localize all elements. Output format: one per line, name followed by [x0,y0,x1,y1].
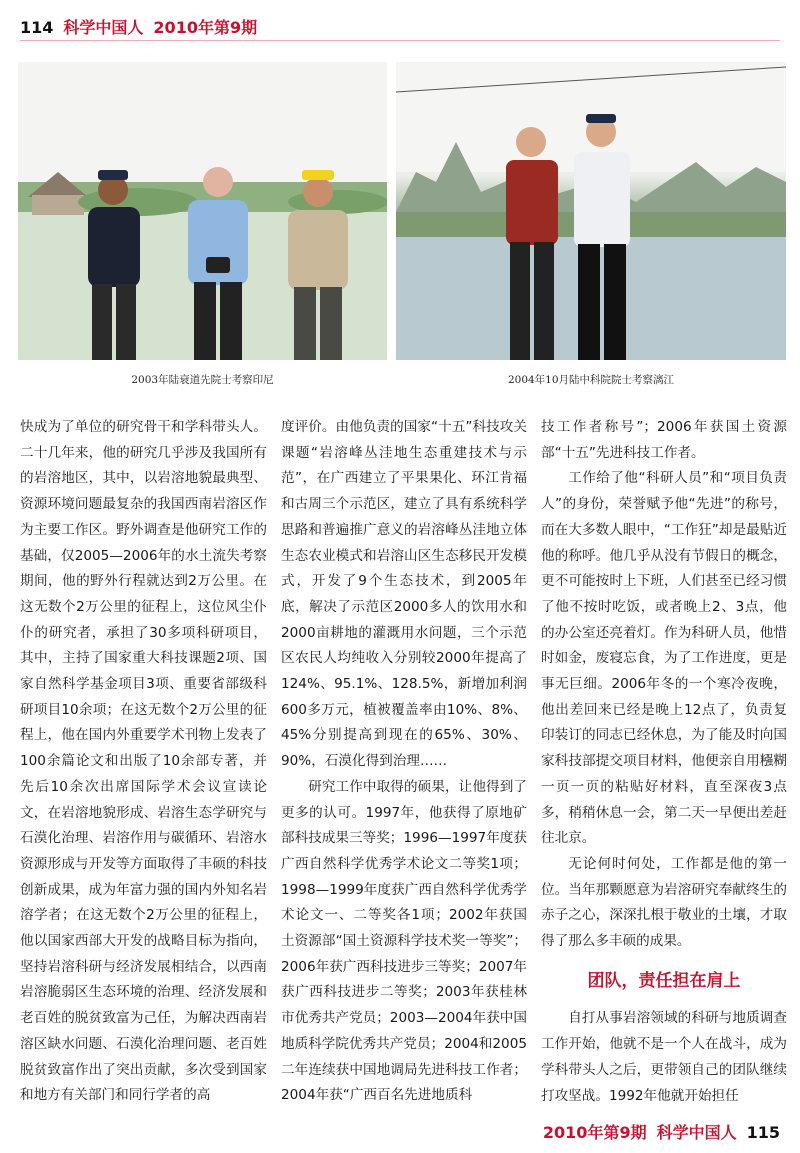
magazine-title: 科学中国人 [63,18,144,37]
photo-left-illustration [18,62,387,360]
photo-right-illustration [396,62,786,360]
text-column-3 [541,415,787,1109]
footer-page-number: 115 [746,1123,780,1142]
footer-magazine-title: 科学中国人 [656,1123,737,1142]
section-heading: 团队，责任担在肩上 [587,970,741,991]
page-number: 114 [20,18,54,37]
footer-issue-label: 2010年第9期 [542,1123,647,1142]
text-column-2 [281,415,527,1109]
paragraph: 研究工作中取得的硕果，让他得到了更多的认可。1997年，他获得了原地矿部科技成果三等奖；1996—1997年度获广西自然科学优秀学术论文二等奖1项；1998—1999年度获广西自然科学优秀学术论文一、二等奖各1项；2002年获国土资源部“国土资源科学技术奖一等奖”；2006年获广西科技进步三等奖；2007年获广西科技进步二等奖；2003年获桂林市优秀共产党员；2003—2004年获中国地质科学院优秀共产党员；2004和2005二年连续获中国地调局先进科技工作者；2004年获“广西百名先进地质科 [281,778,527,1104]
page-footer [543,1120,780,1143]
issue-label: 2010年第9期 [153,18,258,37]
paragraph: 自打从事岩溶领域的科研与地质调查工作开始，他就不是一个人在战斗，成为学科带头人之后，更带领自己的团队继续打攻坚战。1992年他就开始担任 [541,1010,787,1104]
photo-left-caption: 2003年陆衰道先院士考察印尼 [131,374,274,386]
header-rule [20,40,780,41]
paragraph: 工作给了他“科研人员”和“项目负责人”的身份，荣誉赋予他“先进”的称号，而在大多数人眼中，“工作狂”却是最贴近他的称呼。他几乎从没有节假日的概念，更不可能按时上下班，人们甚至已经习惯了他不按时吃饭，或者晚上2、3点，他的办公室还亮着灯。作为科研人员，他惜时如金，废寝忘食，为了工作进度，更是事无巨细。2006年冬的一个寒冷夜晚，他出差回来已经是晚上12点了，负责复印装订的同志已经休息，为了能及时向国家科技部提交项目材料，他便亲自用糨糊一页一页的粘贴好材料，直至深夜3点多，稍稍休息一会，第二天一早便出差赶往北京。 [541,470,787,847]
photo-right [396,62,786,360]
text-column-1 [20,415,267,1109]
paragraph: 度评价。由他负责的国家“十五”科技攻关课题“岩溶峰丛洼地生态重建技术与示范”，在广西建立了平果果化、环江肯福和古周三个示范区，建立了具有系统科学思路和普遍推广意义的岩溶峰丛洼地立体生态农业模式和岩溶山区生态移民开发模式，开发了9个生态技术，到2005年底，解决了示范区2000多人的饮用水和2000亩耕地的灌溉用水问题，三个示范区农民人均纯收入分别较2000年提高了124%、95.1%、128.5%，新增加利润600多万元，植被覆盖率由10%、8%、45%分别提高到现在的65%、30%、90%，石漠化得到治理…… [281,419,527,770]
paragraph: 无论何时何处，工作都是他的第一位。当年那颗愿意为岩溶研究奉献终生的赤子之心，深深扎根于敬业的土壤，才取得了那么多丰硕的成果。 [541,855,787,950]
photo-left [18,62,387,360]
page-header [20,15,257,38]
photo-right-caption: 2004年10月陆中科院院士考察漓江 [507,374,675,386]
paragraph: 快成为了单位的研究骨干和学科带头人。二十几年来，他的研究几乎涉及我国所有的岩溶地区，其中，以岩溶地貌最典型、资源环境问题最复杂的我国西南岩溶区作为主要工作区。野外调查是他研究工作的基础，仅2005—2006年的水土流失考察期间，他的野外行程就达到2万公里。在这无数个2万公里的征程上，这位风尘仆仆的研究者，承担了30多项科研项目，其中，主持了国家重大科技课题2项、国家自然科学基金项目3项、重要省部级科研项目10余项；在这无数个2万公里的征程上，他在国内外重要学术刊物上发表了100余篇论文和出版了10余部专著，并先后10余次出席国际学术会议宣读论文，在岩溶地貌形成、岩溶生态学研究与石漠化治理、岩溶作用与碳循环、岩溶水资源形成与开发等方面取得了丰硕的科技创新成果，成为年富力强的国内外知名岩溶学者；在这无数个2万公里的征程上，他以国家西部大开发的战略目标为指向，坚持岩溶科研与经济发展相结合，以西南岩溶脆弱区生态环境的治理、经济发展和老百姓的脱贫致富为己任，为解决西南岩溶区缺水问题、石漠化治理问题、老百姓脱贫致富作出了突出贡献，多次受到国家和地方有关部门和同行学者的高 [20,419,267,1104]
paragraph: 技工作者称号”；2006年获国土资源部“十五”先进科技工作者。 [541,419,787,461]
